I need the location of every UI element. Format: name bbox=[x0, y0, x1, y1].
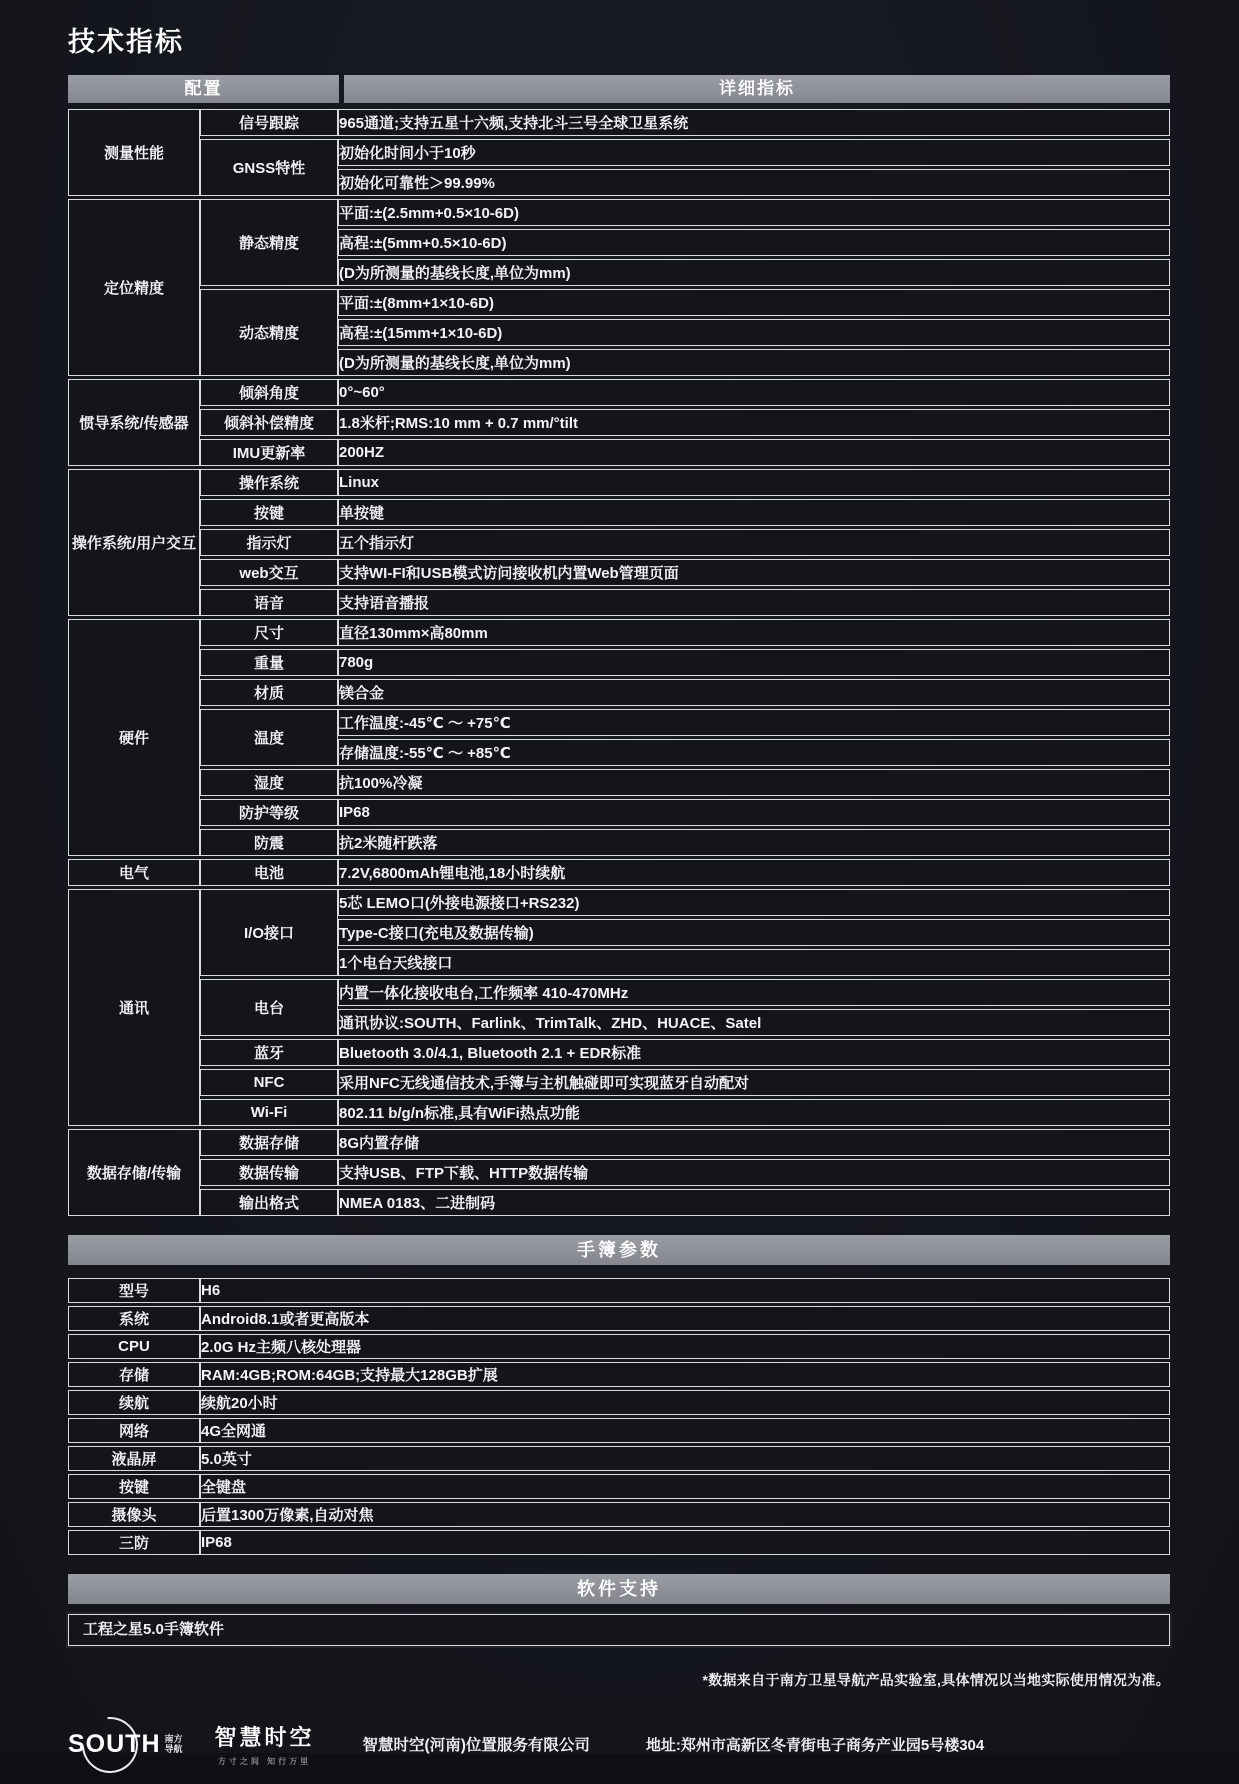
spec-row bbox=[68, 1069, 1170, 1096]
spec-row bbox=[68, 139, 1170, 166]
spec-label-cell: 按键 bbox=[200, 499, 338, 526]
spec-table-header bbox=[68, 75, 1170, 103]
spec-row bbox=[68, 1189, 1170, 1216]
param-value-cell: 全键盘 bbox=[200, 1474, 1170, 1499]
spec-value-cell: 7.2V,6800mAh锂电池,18小时续航 bbox=[338, 859, 1170, 886]
spec-label-cell: 倾斜补偿精度 bbox=[200, 409, 338, 436]
spec-value-cell: 高程:±(15mm+1×10-6D) bbox=[338, 319, 1170, 346]
spec-value-cell: 存储温度:-55℃ ～ +85℃ bbox=[338, 739, 1170, 766]
spec-row bbox=[68, 769, 1170, 796]
spec-row bbox=[68, 679, 1170, 706]
spec-row bbox=[68, 649, 1170, 676]
spec-value-cell: 初始化可靠性＞99.99% bbox=[338, 169, 1170, 196]
company-name: 智慧时空(河南)位置服务有限公司 bbox=[362, 1737, 590, 1754]
spec-label-cell: 蓝牙 bbox=[200, 1039, 338, 1066]
spec-value-cell: 初始化时间小于10秒 bbox=[338, 139, 1170, 166]
param-value-cell: IP68 bbox=[200, 1530, 1170, 1555]
spec-value-cell: 采用NFC无线通信技术,手簿与主机触碰即可实现蓝牙自动配对 bbox=[338, 1069, 1170, 1096]
spec-value-cell: 支持USB、FTP下载、HTTP数据传输 bbox=[338, 1159, 1170, 1186]
spec-label-cell: 倾斜角度 bbox=[200, 379, 338, 406]
spec-row bbox=[68, 889, 1170, 916]
spec-label-cell: 指示灯 bbox=[200, 529, 338, 556]
spec-value-cell: 工作温度:-45℃ ～ +75℃ bbox=[338, 709, 1170, 736]
spec-value-cell: 支持WI-FI和USB模式访问接收机内置Web管理页面 bbox=[338, 559, 1170, 586]
category-cell: 数据存储/传输 bbox=[68, 1129, 200, 1216]
spec-value-cell: NMEA 0183、二进制码 bbox=[338, 1189, 1170, 1216]
south-logo-text: SOUTH bbox=[68, 1729, 161, 1758]
spec-value-cell: Linux bbox=[338, 469, 1170, 496]
param-row bbox=[68, 1502, 1170, 1527]
spec-label-cell: 电池 bbox=[200, 859, 338, 886]
spec-row bbox=[68, 619, 1170, 646]
param-label-cell: 按键 bbox=[68, 1474, 200, 1499]
spec-row bbox=[68, 1159, 1170, 1186]
spec-label-cell: Wi-Fi bbox=[200, 1099, 338, 1126]
spec-label-cell: 防护等级 bbox=[200, 799, 338, 826]
spec-label-cell: GNSS特性 bbox=[200, 139, 338, 196]
param-label-cell: 系统 bbox=[68, 1306, 200, 1331]
spec-value-cell: 8G内置存储 bbox=[338, 1129, 1170, 1156]
spec-label-cell: NFC bbox=[200, 1069, 338, 1096]
param-row bbox=[68, 1390, 1170, 1415]
param-row bbox=[68, 1530, 1170, 1555]
section-header-software: 软件支持 bbox=[68, 1574, 1170, 1604]
section-header-controller: 手簿参数 bbox=[68, 1235, 1170, 1265]
spec-label-cell: 温度 bbox=[200, 709, 338, 766]
spec-value-cell: 直径130mm×高80mm bbox=[338, 619, 1170, 646]
param-label-cell: CPU bbox=[68, 1334, 200, 1359]
spec-value-cell: 0°~60° bbox=[338, 379, 1170, 406]
spec-value-cell: Type-C接口(充电及数据传输) bbox=[338, 919, 1170, 946]
param-label-cell: 液晶屏 bbox=[68, 1446, 200, 1471]
spec-value-cell: IP68 bbox=[338, 799, 1170, 826]
param-row bbox=[68, 1474, 1170, 1499]
spec-row bbox=[68, 829, 1170, 856]
spec-label-cell: 防震 bbox=[200, 829, 338, 856]
spec-label-cell: 信号跟踪 bbox=[200, 109, 338, 136]
controller-param-table bbox=[68, 1275, 1170, 1558]
brand-logo bbox=[215, 1721, 315, 1767]
spec-value-cell: 965通道;支持五星十六频,支持北斗三号全球卫星系统 bbox=[338, 109, 1170, 136]
spec-table bbox=[68, 106, 1170, 1219]
category-cell: 惯导系统/传感器 bbox=[68, 379, 200, 466]
param-label-cell: 续航 bbox=[68, 1390, 200, 1415]
column-header-detail: 详细指标 bbox=[344, 75, 1170, 103]
spec-value-cell: 802.11 b/g/n标准,具有WiFi热点功能 bbox=[338, 1099, 1170, 1126]
param-value-cell: 2.0G Hz主频八核处理器 bbox=[200, 1334, 1170, 1359]
spec-row bbox=[68, 109, 1170, 136]
spec-value-cell: 平面:±(2.5mm+0.5×10-6D) bbox=[338, 199, 1170, 226]
south-logo bbox=[68, 1716, 183, 1772]
param-label-cell: 存储 bbox=[68, 1362, 200, 1387]
param-label-cell: 型号 bbox=[68, 1278, 200, 1303]
spec-row bbox=[68, 859, 1170, 886]
footnote: *数据来自于南方卫星导航产品实验室,具体情况以当地实际使用情况为准。 bbox=[702, 1672, 1170, 1688]
param-value-cell: RAM:4GB;ROM:64GB;支持最大128GB扩展 bbox=[200, 1362, 1170, 1387]
spec-label-cell: 静态精度 bbox=[200, 199, 338, 286]
software-item: 工程之星5.0手簿软件 bbox=[68, 1614, 1170, 1646]
spec-label-cell: 材质 bbox=[200, 679, 338, 706]
spec-value-cell: 平面:±(8mm+1×10-6D) bbox=[338, 289, 1170, 316]
spec-value-cell: 单按键 bbox=[338, 499, 1170, 526]
spec-value-cell: (D为所测量的基线长度,单位为mm) bbox=[338, 349, 1170, 376]
spec-row bbox=[68, 529, 1170, 556]
spec-value-cell: 抗100%冷凝 bbox=[338, 769, 1170, 796]
category-cell: 电气 bbox=[68, 859, 200, 886]
spec-row bbox=[68, 409, 1170, 436]
spec-value-cell: 抗2米随杆跌落 bbox=[338, 829, 1170, 856]
spec-label-cell: 输出格式 bbox=[200, 1189, 338, 1216]
spec-value-cell: 高程:±(5mm+0.5×10-6D) bbox=[338, 229, 1170, 256]
spec-label-cell: 尺寸 bbox=[200, 619, 338, 646]
page-footer bbox=[68, 1716, 1171, 1772]
spec-label-cell: 电台 bbox=[200, 979, 338, 1036]
category-cell: 操作系统/用户交互 bbox=[68, 469, 200, 616]
spec-value-cell: 通讯协议:SOUTH、Farlink、TrimTalk、ZHD、HUACE、Satel bbox=[338, 1009, 1170, 1036]
param-row bbox=[68, 1418, 1170, 1443]
param-row bbox=[68, 1446, 1170, 1471]
spec-row bbox=[68, 1099, 1170, 1126]
param-value-cell: 后置1300万像素,自动对焦 bbox=[200, 1502, 1170, 1527]
spec-value-cell: Bluetooth 3.0/4.1, Bluetooth 2.1 + EDR标准 bbox=[338, 1039, 1170, 1066]
category-cell: 测量性能 bbox=[68, 109, 200, 196]
spec-label-cell: web交互 bbox=[200, 559, 338, 586]
spec-label-cell: 数据存储 bbox=[200, 1129, 338, 1156]
spec-row bbox=[68, 589, 1170, 616]
param-row bbox=[68, 1334, 1170, 1359]
category-cell: 通讯 bbox=[68, 889, 200, 1126]
spec-label-cell: 湿度 bbox=[200, 769, 338, 796]
spec-value-cell: 780g bbox=[338, 649, 1170, 676]
brand-name: 智慧时空 bbox=[214, 1725, 315, 1750]
spec-row bbox=[68, 559, 1170, 586]
spec-row bbox=[68, 469, 1170, 496]
spec-label-cell: 语音 bbox=[200, 589, 338, 616]
spec-label-cell: 重量 bbox=[200, 649, 338, 676]
spec-row bbox=[68, 289, 1170, 316]
spec-row bbox=[68, 799, 1170, 826]
spec-value-cell: 五个指示灯 bbox=[338, 529, 1170, 556]
spec-value-cell: 支持语音播报 bbox=[338, 589, 1170, 616]
spec-value-cell: 200HZ bbox=[338, 439, 1170, 466]
category-cell: 硬件 bbox=[68, 619, 200, 856]
category-cell: 定位精度 bbox=[68, 199, 200, 376]
param-row bbox=[68, 1306, 1170, 1331]
param-value-cell: 续航20小时 bbox=[200, 1390, 1170, 1415]
param-value-cell: 5.0英寸 bbox=[200, 1446, 1170, 1471]
spec-row bbox=[68, 439, 1170, 466]
spec-label-cell: IMU更新率 bbox=[200, 439, 338, 466]
spec-value-cell: 1.8米杆;RMS:10 mm + 0.7 mm/°tilt bbox=[338, 409, 1170, 436]
spec-label-cell: 数据传输 bbox=[200, 1159, 338, 1186]
brand-tagline: 方寸之间 知行万里 bbox=[217, 1757, 312, 1766]
param-label-cell: 摄像头 bbox=[68, 1502, 200, 1527]
page-title: 技术指标 bbox=[68, 27, 184, 57]
spec-value-cell: (D为所测量的基线长度,单位为mm) bbox=[338, 259, 1170, 286]
spec-value-cell: 1个电台天线接口 bbox=[338, 949, 1170, 976]
spec-value-cell: 5芯 LEMO口(外接电源接口+RS232) bbox=[338, 889, 1170, 916]
param-row bbox=[68, 1278, 1170, 1303]
spec-row bbox=[68, 979, 1170, 1006]
spec-row bbox=[68, 379, 1170, 406]
spec-label-cell: 动态精度 bbox=[200, 289, 338, 376]
spec-value-cell: 镁合金 bbox=[338, 679, 1170, 706]
param-label-cell: 三防 bbox=[68, 1530, 200, 1555]
param-value-cell: 4G全网通 bbox=[200, 1418, 1170, 1443]
spec-row bbox=[68, 1039, 1170, 1066]
spec-row bbox=[68, 499, 1170, 526]
param-value-cell: H6 bbox=[200, 1278, 1170, 1303]
spec-row bbox=[68, 199, 1170, 226]
param-row bbox=[68, 1362, 1170, 1387]
column-header-config: 配置 bbox=[68, 75, 339, 103]
south-logo-side-text: 南方 导航 bbox=[164, 1734, 183, 1754]
spec-label-cell: I/O接口 bbox=[200, 889, 338, 976]
spec-label-cell: 操作系统 bbox=[200, 469, 338, 496]
spec-row bbox=[68, 709, 1170, 736]
company-address: 地址:郑州市高新区冬青街电子商务产业园5号楼304 bbox=[645, 1736, 985, 1754]
spec-value-cell: 内置一体化接收电台,工作频率 410-470MHz bbox=[338, 979, 1170, 1006]
spec-row bbox=[68, 1129, 1170, 1156]
param-label-cell: 网络 bbox=[68, 1418, 200, 1443]
param-value-cell: Android8.1或者更高版本 bbox=[200, 1306, 1170, 1331]
